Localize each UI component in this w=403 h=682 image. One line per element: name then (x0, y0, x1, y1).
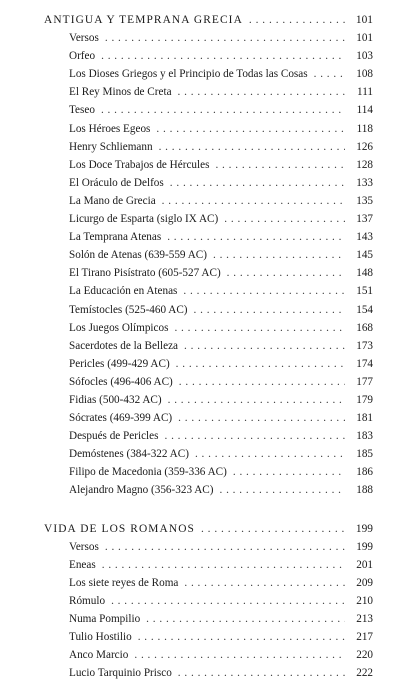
toc-entry-title: Solón de Atenas (639-559 AC) (69, 249, 207, 262)
toc-entry-title: Los Juegos Olímpicos (69, 321, 169, 334)
toc-entry-page: 126 (356, 140, 373, 153)
dot-leader (162, 192, 345, 210)
dot-leader (102, 556, 345, 574)
dot-leader (167, 228, 345, 246)
toc-entry-page: 186 (356, 466, 373, 479)
toc-entry-title: Filipo de Macedonia (359-336 AC) (69, 466, 227, 479)
toc-entry-page: 209 (356, 576, 373, 589)
dot-leader (195, 445, 345, 463)
toc-entry-page: 154 (356, 303, 373, 316)
toc-entry (44, 319, 373, 337)
toc-entry (44, 556, 373, 574)
toc-entry (44, 574, 373, 592)
toc-entry (44, 409, 373, 427)
toc-entry-title: Sócrates (469-399 AC) (69, 412, 173, 425)
toc-entry-title: Sófocles (496-406 AC) (69, 375, 173, 388)
toc-entry-title: Después de Pericles (69, 430, 159, 443)
dot-leader (105, 29, 345, 47)
toc-entry-title: Pericles (499-429 AC) (69, 357, 170, 370)
toc-entry-page: 199 (356, 540, 373, 553)
toc-entry-title: Alejandro Magno (356-323 AC) (69, 484, 214, 497)
toc-entry-title: Tulio Hostilio (69, 631, 132, 644)
dot-leader (183, 282, 345, 300)
toc-entry-page: 188 (356, 484, 373, 497)
dot-leader (227, 264, 345, 282)
toc-section-heading (44, 520, 373, 538)
toc-entry (44, 282, 373, 300)
toc-entry-page: 179 (356, 393, 373, 406)
toc-entry (44, 120, 373, 138)
toc-entry (44, 174, 373, 192)
toc-entry-page: 143 (356, 231, 373, 244)
toc-entry-page: 173 (356, 339, 373, 352)
toc-entry (44, 246, 373, 264)
toc-entry-title: Los siete reyes de Roma (69, 576, 179, 589)
toc-entry (44, 156, 373, 174)
toc-entry-title: El Oráculo de Delfos (69, 176, 164, 189)
toc-entry-page: 145 (356, 249, 373, 262)
dot-leader (159, 138, 345, 156)
dot-leader (146, 610, 345, 628)
toc-entry-page: 222 (356, 667, 373, 680)
toc-entry-title: El Rey Minos de Creta (69, 86, 172, 99)
toc-entry-page: 118 (356, 122, 373, 135)
dot-leader (219, 481, 345, 499)
toc-entry-page: 217 (356, 631, 373, 644)
toc-entry-page: 103 (356, 50, 373, 63)
dot-leader (168, 391, 345, 409)
toc-entry-page: 210 (356, 594, 373, 607)
toc-entry (44, 646, 373, 664)
toc-entry (44, 192, 373, 210)
toc-entry (44, 391, 373, 409)
toc-entry-page: 111 (357, 86, 373, 99)
toc-entry-page: 151 (356, 285, 373, 298)
toc-entry (44, 29, 373, 47)
toc-entry-page: 108 (356, 68, 373, 81)
toc-entry (44, 65, 373, 83)
toc-entry-page: 133 (356, 176, 373, 189)
dot-leader (201, 520, 345, 538)
toc-entry (44, 355, 373, 373)
dot-leader (105, 538, 345, 556)
toc-entry (44, 138, 373, 156)
toc-entry-page: 177 (356, 375, 373, 388)
toc-section-grecia (44, 11, 373, 500)
toc-entry (44, 264, 373, 282)
toc-entry-title: Sacerdotes de la Belleza (69, 339, 179, 352)
toc-entry (44, 610, 373, 628)
toc-entry-title: La Educación en Atenas (69, 285, 178, 298)
toc-entry-title: La Mano de Grecia (69, 194, 156, 207)
toc-entry (44, 445, 373, 463)
toc-section-romanos (44, 520, 373, 682)
toc-entry (44, 664, 373, 682)
dot-leader (184, 574, 345, 592)
dot-leader (134, 646, 345, 664)
section-page: 101 (355, 14, 373, 26)
toc-entry-title: El Tirano Pisístrato (605-527 AC) (69, 267, 221, 280)
dot-leader (178, 409, 345, 427)
toc-entry-page: 114 (356, 104, 373, 117)
toc-entry (44, 210, 373, 228)
toc-entry-title: Numa Pompilio (69, 613, 141, 625)
toc-entry-page: 213 (356, 613, 373, 625)
dot-leader (178, 664, 345, 682)
toc-entry-page: 128 (356, 158, 373, 171)
toc-entry-title: Rómulo (69, 594, 106, 607)
dot-leader (233, 463, 345, 481)
toc-entry-title: Henry Schliemann (69, 140, 153, 153)
dot-leader (101, 47, 345, 65)
toc-entry (44, 538, 373, 556)
toc-entry (44, 228, 373, 246)
dot-leader (178, 83, 345, 101)
toc-entry-page: 181 (356, 412, 373, 425)
toc-entry-title: Los Doce Trabajos de Hércules (69, 158, 210, 171)
toc-entry-page: 168 (356, 321, 373, 334)
toc-entry-page: 101 (356, 32, 373, 45)
dot-leader (179, 373, 345, 391)
toc-entry-title: Eneas (69, 558, 96, 571)
dot-leader (164, 427, 345, 445)
toc-entry (44, 463, 373, 481)
toc-entry-title: La Temprana Atenas (69, 231, 162, 244)
dot-leader (111, 592, 345, 610)
dot-leader (314, 65, 345, 83)
toc-entry-page: 174 (356, 357, 373, 370)
toc-entry-title: Fidias (500-432 AC) (69, 393, 162, 406)
dot-leader (101, 101, 345, 119)
toc-entry (44, 83, 373, 101)
toc-entry (44, 301, 373, 319)
toc-entry-title: Lucio Tarquinio Prisco (69, 667, 172, 680)
toc-entry-title: Temístocles (525-460 AC) (69, 303, 188, 316)
toc-entry (44, 481, 373, 499)
toc-entry-page: 185 (356, 448, 373, 461)
section-title: VIDA DE LOS ROMANOS (44, 522, 195, 535)
toc-entry-page: 137 (356, 213, 373, 226)
toc-entry-page: 135 (356, 194, 373, 207)
dot-leader (184, 337, 345, 355)
toc-entry (44, 101, 373, 119)
dot-leader (215, 156, 345, 174)
toc-entry (44, 337, 373, 355)
toc-entry (44, 47, 373, 65)
toc-entry-title: Orfeo (69, 50, 96, 63)
dot-leader (213, 246, 345, 264)
dot-leader (174, 319, 345, 337)
toc-entry (44, 628, 373, 646)
toc-entry-title: Versos (69, 32, 99, 45)
toc-entry-title: Los Dioses Griegos y el Principio de Todas las Cosas (69, 68, 308, 81)
toc-entry-page: 148 (356, 267, 373, 280)
toc-entry-title: Licurgo de Esparta (siglo IX AC) (69, 213, 219, 226)
toc-entry (44, 592, 373, 610)
dot-leader (194, 301, 345, 319)
toc-entry-page: 183 (356, 430, 373, 443)
section-title: ANTIGUA Y TEMPRANA GRECIA (44, 14, 243, 26)
dot-leader (170, 174, 345, 192)
toc-entry-title: Versos (69, 540, 99, 553)
toc-entry-page: 220 (356, 649, 373, 662)
toc-entry-title: Demóstenes (384-322 AC) (69, 448, 189, 461)
dot-leader (156, 120, 345, 138)
dot-leader (249, 11, 345, 29)
toc-entry-title: Teseo (69, 104, 95, 117)
section-page: 199 (355, 522, 373, 535)
toc-entry-title: Anco Marcio (69, 649, 129, 662)
toc-section-heading (44, 11, 373, 29)
toc-entry (44, 427, 373, 445)
toc-entry (44, 373, 373, 391)
dot-leader (176, 355, 345, 373)
toc-entry-title: Los Héroes Egeos (69, 122, 151, 135)
dot-leader (138, 628, 345, 646)
dot-leader (224, 210, 345, 228)
toc-entry-page: 201 (356, 558, 373, 571)
